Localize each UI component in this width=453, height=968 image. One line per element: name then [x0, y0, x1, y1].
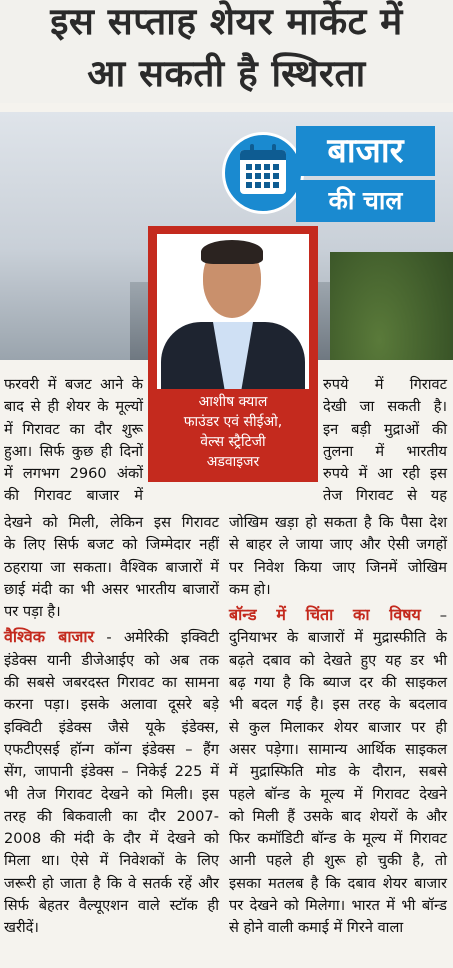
right-column-body — [229, 512, 447, 940]
text-line: कम हो। — [229, 580, 271, 598]
text-line: फिर कमॉडिटी बॉन्ड के मूल्य में गिरावट — [229, 830, 447, 848]
text-line: पर निवेश किया जाए जिनमें जोखिम — [229, 558, 447, 576]
text-line: बढ़ गया है कि ब्याज दर की साइकल — [229, 674, 447, 692]
text-line: भी बदल गई है। इस तरह के बदलाव — [229, 696, 447, 714]
calendar-ring-left — [250, 144, 254, 156]
left-column-body — [4, 512, 219, 940]
author-role: अडवाइजर — [206, 454, 260, 470]
text-line: आनी पहले ही शुरू हो चुकी है, तो — [229, 852, 447, 870]
text-line: तेज गिरावट से यह — [323, 487, 447, 505]
portrait-hair — [201, 240, 263, 264]
text-line: हुआ। सिर्फ कुछ ही दिनों — [4, 442, 143, 460]
text-line: से होने वाली कमाई में गिरने वाला — [229, 919, 404, 937]
text-line: करना पड़ा। इसके अलावा दूसरे बड़े — [4, 696, 219, 714]
text-line: पहले बॉन्ड के मूल्य में गिरावट देखने — [229, 785, 447, 803]
badge-word-1: बाजार — [296, 126, 435, 176]
calendar-ring-right — [272, 144, 276, 156]
author-title: फाउंडर एवं सीईओ, — [183, 414, 283, 430]
text-fragment: - अमेरिकी इक्विटी — [94, 629, 219, 647]
text-line: फरवरी में बजट आने के — [4, 376, 143, 393]
left-column-top — [4, 374, 143, 508]
section-heading-bond-concern: बॉन्ड में चिंता का विषय — [229, 605, 421, 625]
text-line: से कुल मिलाकर शेयर बाजार पर ही — [229, 718, 447, 736]
text-line: देखने को मिली, लेकिन इस गिरावट — [4, 514, 219, 531]
text-line: खरीदें। — [4, 919, 39, 937]
text-line: देखी जा सकती है। — [323, 398, 447, 416]
text-line: इक्विटी इंडेक्स जैसे यूके इंडेक्स, — [4, 718, 219, 736]
text-line: पर पड़ा है। — [4, 603, 61, 621]
section-lead-line — [4, 626, 219, 649]
text-line: रुपये में आ रही इस — [323, 465, 447, 483]
badge-word-2: की चाल — [296, 180, 435, 222]
text-line: एफटीएसई हॉन्ग कॉन्ग इंडेक्स – हैंग — [4, 740, 219, 758]
text-line: में मुद्रास्फिति मोड के दौरान, सबसे — [229, 763, 447, 781]
text-line: रुपये में गिरावट — [323, 376, 447, 393]
text-line: असर पड़ेगा। सामान्य आर्थिक साइकल — [229, 740, 447, 758]
author-company: वेल्स स्ट्रैटिजी — [200, 434, 266, 450]
text-line: छाई मंदी का भी असर भारतीय बाजारों — [4, 580, 219, 598]
text-line: बाद से ही शेयर के मूल्यों — [4, 398, 143, 416]
headline-line-2: आ सकती है स्थिरता — [87, 52, 366, 95]
text-line: जरूरी हो जाता है कि वे सतर्क रहें और — [4, 874, 219, 892]
text-line: दुनियाभर के बाजारों में मुद्रास्फीति के — [229, 629, 447, 647]
text-line: मिला था। ऐसे में निवेशकों के लिए — [4, 852, 219, 870]
text-line: 2008 की मंदी के दौर में देखने को — [4, 830, 219, 848]
author-profile-box — [148, 226, 318, 482]
calendar-icon-header — [240, 150, 286, 160]
text-line: ठहराया जा सकता। वैश्विक बाजारों में — [4, 558, 219, 576]
section-heading-global-markets: वैश्विक बाजार — [4, 627, 95, 647]
text-line: सिर्फ बेहतर वैल्यूएशन वाले स्टॉक ही — [4, 897, 219, 915]
text-line: इसका मतलब है कि दबाव शेयर बाजार — [229, 874, 447, 892]
text-line: में लगभग 2960 अंकों — [4, 465, 143, 483]
text-line: इंडेक्स यानी डीजेआईए को अब तक — [4, 651, 219, 669]
text-line: की सबसे जबरदस्त गिरावट का सामना — [4, 674, 219, 692]
text-line: पर देखने को मिलेगा। भारत में भी बॉन्ड — [229, 897, 447, 915]
tree-right — [330, 252, 453, 360]
author-name: आशीष क्याल — [198, 394, 268, 410]
text-line: तरह की बिकवाली का दौर 2007- — [4, 807, 219, 825]
text-line: से बाहर ले जाया जाए और ऐसी जगहों — [229, 536, 447, 554]
text-line: तुलना में भारतीय — [323, 442, 447, 460]
text-line: जोखिम खड़ा हो सकता है कि पैसा देश — [229, 514, 447, 531]
text-line: को मिली हैं उसके बाद शेयरों के और — [229, 807, 447, 825]
text-line: के लिए सिर्फ बजट को जिम्मेदार नहीं — [4, 536, 219, 554]
text-line: भी तेज गिरावट देखने को मिली। इस — [4, 785, 219, 803]
text-line: सेंग, जापानी इंडेक्स – निकेई 225 में — [4, 763, 219, 781]
text-line: की गिरावट बाजार में — [4, 487, 143, 505]
text-line: में गिरावट का दौर शुरू — [4, 420, 143, 438]
author-caption — [148, 392, 318, 472]
headline — [0, 0, 453, 103]
section-badge — [222, 126, 435, 222]
text-line: इन बड़ी मुद्राओं की — [323, 420, 447, 438]
author-portrait — [157, 234, 309, 389]
headline-line-1: इस सप्ताह शेयर मार्केट में — [50, 0, 403, 43]
right-column-top — [323, 374, 447, 508]
text-fragment: – — [420, 607, 447, 625]
text-line: बढ़ते दबाव को देखते हुए यह डर भी — [229, 651, 447, 669]
section-lead-line — [229, 604, 447, 627]
